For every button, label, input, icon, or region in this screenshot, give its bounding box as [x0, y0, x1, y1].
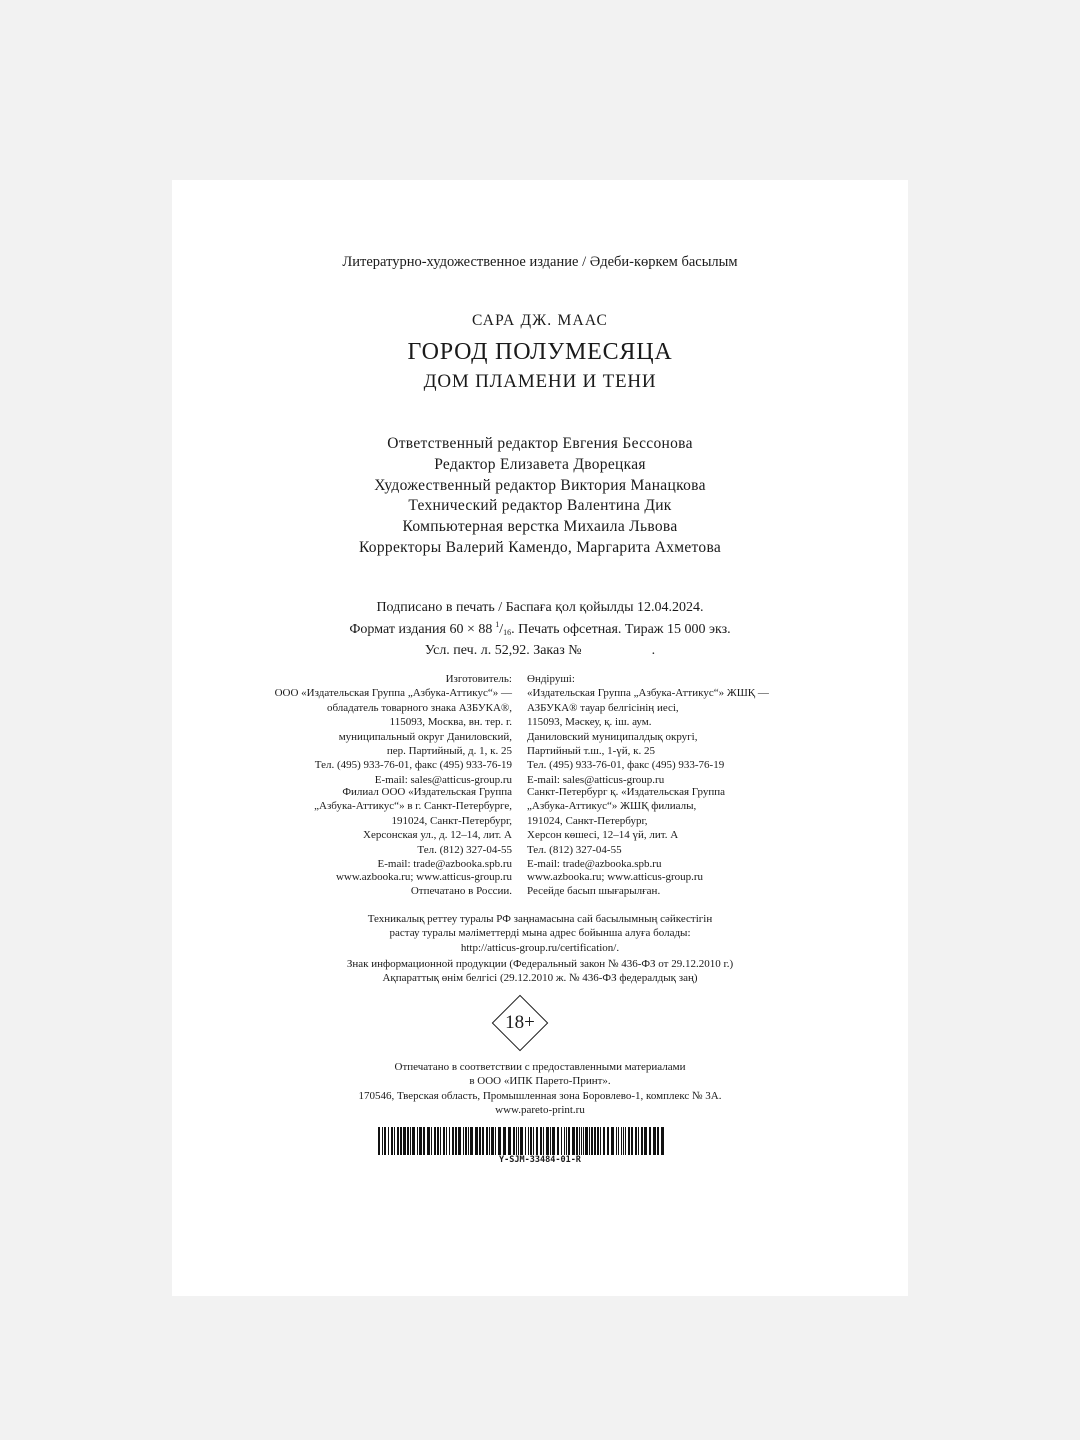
barcode-bar: [564, 1127, 565, 1155]
credit-line: Компьютерная верстка Михаила Львова: [402, 518, 678, 536]
barcode-bar: [591, 1127, 593, 1155]
barcode-bar: [412, 1127, 415, 1155]
author-name: САРА ДЖ. МААС: [471, 312, 608, 329]
barcode-bar: [566, 1127, 567, 1155]
barcode-bar: [607, 1127, 609, 1155]
barcode-bar: [486, 1127, 488, 1155]
barcode-bar: [618, 1127, 619, 1155]
barcode-bar: [465, 1127, 467, 1155]
barcode-bar: [625, 1127, 626, 1155]
barcode-bar: [638, 1127, 639, 1155]
barcode-bar: [417, 1127, 418, 1155]
barcode-bar: [403, 1127, 406, 1155]
barcode-bar: [579, 1127, 580, 1155]
barcode-bar: [427, 1127, 430, 1155]
barcode-bar: [543, 1127, 544, 1155]
barcode-bar: [520, 1127, 523, 1155]
credit-line: Ответственный редактор Евгения Бессонова: [387, 435, 693, 452]
print-info: [172, 599, 908, 659]
printing-house-info: Отпечатано в соответствии с предоставленными материалами в ООО «ИПК Парето-Принт». 170546, Тверская область, Промышленная зона Боровлево-1, комплекс № 3А. www.pareto-print.ru: [358, 1061, 722, 1117]
barcode-bar: [653, 1127, 656, 1155]
barcode-bar: [576, 1127, 578, 1155]
barcode-bar: [452, 1127, 454, 1155]
barcode-bar: [518, 1127, 519, 1155]
barcode-bar: [407, 1127, 409, 1155]
barcode-bar: [503, 1127, 506, 1155]
barcode-bar: [641, 1127, 643, 1155]
barcode-bar: [419, 1127, 422, 1155]
format-line: Формат издания 60 × 88 $^1/_{16}$. Печать офсетная. Тираж 15 000 экз.: [349, 620, 731, 638]
barcode-bar: [552, 1127, 555, 1155]
barcode-bar: [440, 1127, 441, 1155]
barcode-bar: [400, 1127, 402, 1155]
branch-kz: Санкт-Петербург қ. «Издательская Группа „Азбука-Аттикус“» ЖШҚ филиалы, 191024, Санкт-Петербург, Херсон көшесі, 12–14 үй, лит. А Тел. (812) 327-04-55 E-mail: trade@azbooka.spb.ru: [527, 786, 725, 871]
barcode-bar: [458, 1127, 461, 1155]
barcode-bar: [513, 1127, 515, 1155]
barcode-bar: [572, 1127, 575, 1155]
barcode-bar: [491, 1127, 494, 1155]
barcode-bar: [479, 1127, 481, 1155]
barcode-bar: [644, 1127, 647, 1155]
barcode-bar: [597, 1127, 599, 1155]
barcode-bar: [388, 1127, 389, 1155]
barcode-bar: [470, 1127, 473, 1155]
credits-list: [172, 434, 908, 559]
certification-note: Техникалық реттеу туралы РФ заңнамасына сай басылымның сәйкестігін растау туралы мәліметтерді мына адрес бойынша алуға болады: http://atticus-group.ru/certification/.: [367, 913, 713, 954]
sheets-line: Усл. печ. л. 52,92. Заказ № .: [424, 642, 656, 658]
barcode-bar: [378, 1127, 380, 1155]
barcode-bar: [382, 1127, 383, 1155]
barcode-bar: [443, 1127, 445, 1155]
barcode-bar: [536, 1127, 538, 1155]
age-rating-badge: [490, 993, 550, 1053]
credit-line: Художественный редактор Виктория Манацкова: [374, 476, 706, 494]
barcode-bar: [431, 1127, 432, 1155]
barcode-bar: [585, 1127, 588, 1155]
book-title: ГОРОД ПОЛУМЕСЯЦА: [407, 339, 673, 365]
barcode-bar: [423, 1127, 425, 1155]
barcode-bar: [455, 1127, 457, 1155]
barcode-bar: [410, 1127, 411, 1155]
barcode-bar: [568, 1127, 570, 1155]
manufacturer-kz: Өндіруші: «Издательская Группа „Азбука-Аттикус“» ЖШҚ — АЗБУКА® тауар белгісінің иесі, 115093, Мәскеу, қ. іш. аум. Даниловский муниципалдық округі, Партийный т.ш., 1-үй, к. 25 Тел. (495) 933-76-01, факс (495) 933-76-19 E-mail: sales@atticus-group.ru: [527, 673, 769, 786]
barcode-icon: [378, 1127, 664, 1155]
barcode-bar: [437, 1127, 439, 1155]
barcode-bar: [603, 1127, 605, 1155]
barcode-bar: [530, 1127, 532, 1155]
barcode-bar: [589, 1127, 590, 1155]
signed-date: Подписано в печать / Баспаға қол қойылды 12.04.2024.: [376, 600, 704, 615]
barcode-bar: [616, 1127, 617, 1155]
barcode-bar: [533, 1127, 534, 1155]
credit-line: Редактор Елизавета Дворецкая: [434, 455, 646, 473]
imprint-page: [172, 180, 908, 1296]
barcode-bar: [508, 1127, 511, 1155]
barcode-bar: [525, 1127, 526, 1155]
barcode-bar: [546, 1127, 549, 1155]
branch-ru: Филиал ООО «Издательская Группа „Азбука-Аттикус“» в г. Санкт-Петербурге, 191024, Санкт-Петербург, Херсонская ул., д. 12–14, лит. А Тел. (812) 327-04-55 E-mail: trade@azbooka.spb.ru: [314, 786, 512, 871]
barcode-bar: [475, 1127, 478, 1155]
barcode-bar: [384, 1127, 386, 1155]
barcode-bar: [394, 1127, 395, 1155]
barcode-bar: [657, 1127, 659, 1155]
barcode-bar: [550, 1127, 551, 1155]
information-product-mark: Знак информационной продукции (Федеральный закон № 436-ФЗ от 29.12.2010 г.) Ақпараттық өнім белгісі (29.12.2010 ж. № 436-ФЗ федералдық заң): [346, 958, 734, 985]
websites-ru: www.azbooka.ru; www.atticus-group.ru Отпечатано в России.: [335, 871, 512, 898]
barcode-bar: [446, 1127, 447, 1155]
barcode-bar: [631, 1127, 633, 1155]
barcode-bar: [516, 1127, 517, 1155]
barcode-bar: [397, 1127, 399, 1155]
barcode-bar: [449, 1127, 450, 1155]
barcode-bar: [434, 1127, 436, 1155]
barcode-bar: [583, 1127, 584, 1155]
barcode-bar: [611, 1127, 614, 1155]
barcode-bar: [463, 1127, 464, 1155]
barcode-bar: [495, 1127, 496, 1155]
barcode-bar: [498, 1127, 501, 1155]
barcode-bar: [649, 1127, 651, 1155]
barcode-bar: [600, 1127, 601, 1155]
barcode-bar: [635, 1127, 637, 1155]
edition-type: Литературно-художественное издание / Әдеби-көркем басылым: [342, 254, 738, 270]
barcode-bar: [581, 1127, 582, 1155]
barcode-label: Y-SJM-33484-01-R: [499, 1155, 581, 1165]
barcode-bar: [391, 1127, 393, 1155]
barcode-bar: [489, 1127, 490, 1155]
manufacturer-ru: Изготовитель: ООО «Издательская Группа „Азбука-Аттикус“» — обладатель товарного знака АЗБУКА®, 115093, Москва, вн. тер. г. муниципальный округ Даниловский, пер. Партийный, д. 1, к. 25 Тел. (495) 933-76-01, факс (495) 933-76-19 E-mail: sales@atticus-group.ru: [274, 673, 512, 786]
barcode-bar: [621, 1127, 622, 1155]
age-rating-label: 18+: [505, 1012, 535, 1033]
credit-line: Технический редактор Валентина Дик: [408, 497, 672, 515]
barcode-bar: [561, 1127, 562, 1155]
barcode-bar: [623, 1127, 624, 1155]
barcode-bar: [557, 1127, 559, 1155]
barcode-bar: [594, 1127, 596, 1155]
barcode-bar: [482, 1127, 484, 1155]
websites-kz: www.azbooka.ru; www.atticus-group.ru Ресейде басып шығарылған.: [527, 871, 704, 898]
barcode-bar: [528, 1127, 529, 1155]
barcode-bar: [468, 1127, 469, 1155]
barcode-bar: [661, 1127, 664, 1155]
barcode-bar: [540, 1127, 542, 1155]
barcode-bar: [628, 1127, 630, 1155]
credit-line: Корректоры Валерий Камендо, Маргарита Ахметова: [358, 538, 722, 556]
book-subtitle: ДОМ ПЛАМЕНИ И ТЕНИ: [423, 371, 657, 392]
